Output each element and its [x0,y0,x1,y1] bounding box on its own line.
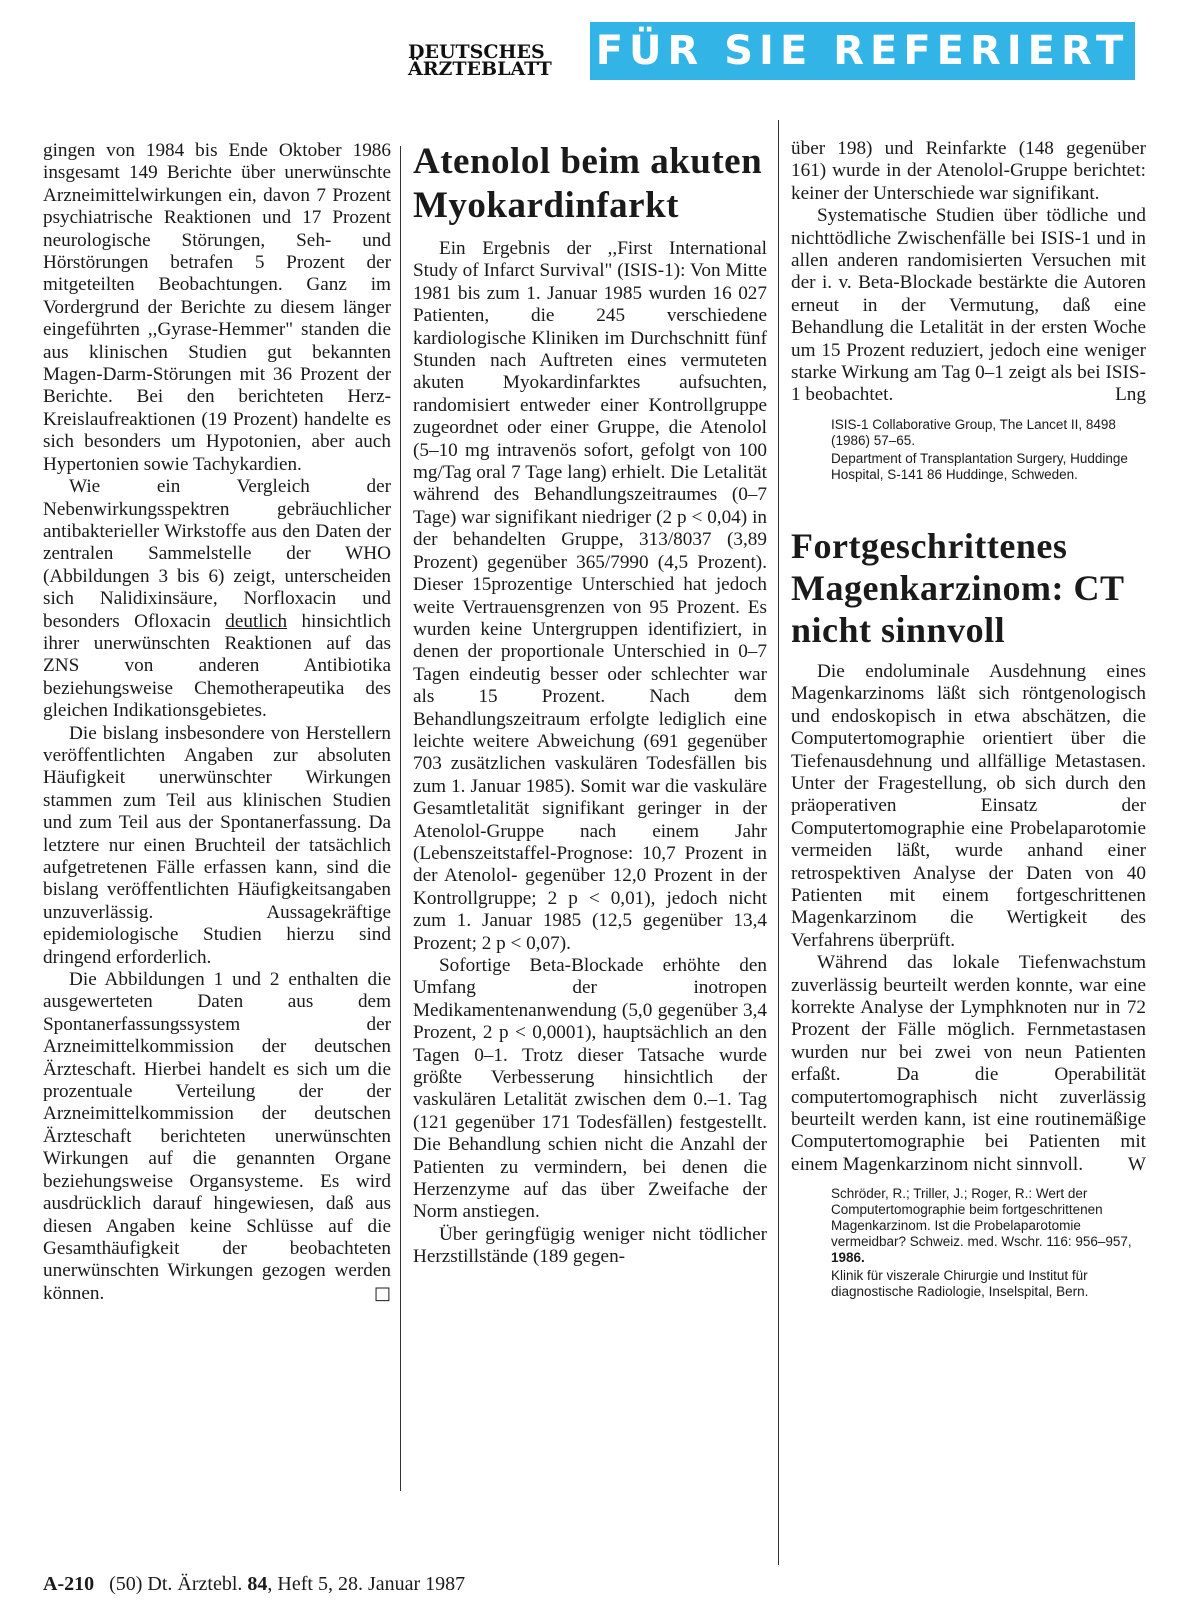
paragraph [791,205,1146,407]
masthead-line-2: ÄRZTEBLATT [408,58,552,80]
paragraph: Die bislang insbesondere von Herstellern veröffentlichten Angaben zur absoluten Häufigkeit unerwünschter Wirkungen stammen zum Teil aus klinischen Studien und zum Teil aus der Spontanerfassung. Da letztere nur einen Bruchteil der tatsächlich aufgetretenen Fälle erfassen kann, sind die bislang veröffentlichten Häufigkeitsangaben unzuverlässig. Aussagekräftige epidemiologische Studien hierzu sind dringend erforderlich. [43,722,391,968]
section-banner: FÜR SIE REFERIERT [590,22,1135,80]
masthead-logo [408,41,580,80]
reference-block [831,1186,1146,1300]
reference-citation [831,1186,1146,1266]
column-3 [791,138,1146,1302]
issue-date: , Heft 5, 28. Januar 1987 [267,1573,466,1595]
author-signature: Lng [1115,384,1146,406]
column-divider-2 [778,120,779,1565]
paragraph: Sofortige Beta-Blockade erhöhte den Umfang der inotropen Medikamentenanwendung (5,0 gegenüber 3,4 Prozent, 2 p < 0,0001), hauptsächlich an den Tagen 0–1. Trotz dieser Tatsache wurde größte Verbesserung hinsichtlich der vaskulären Letalität zwischen dem 0.–1. Tag (121 gegenüber 171 Todesfällen) festgestellt. Die Behandlung schien nicht die Anzahl der Patienten zu vermindern, bei denen die Herzenzyme auf das über Zweifache der Norm anstiegen. [413,955,767,1223]
page-footer [43,1572,465,1596]
article-headline: Atenolol beim akuten Myokardinfarkt [413,141,763,226]
text-run: Während das lokale Tiefenwachstum zuverlässig beurteilt werden konnte, war eine korrekte Analyse der Lymphknoten nur in 72 Prozent der Fälle möglich. Fernmetastasen wurden nur bei zwei von neun Patienten erfaßt. Da die Operabilität computertomographisch nicht zuverlässig beurteilt werden kann, ist eine routinemäßige Computertomographie bei Patienten mit einem Magenkarzinom nicht sinnvoll. [791,952,1146,1175]
paragraph: gingen von 1984 bis Ende Oktober 1986 insgesamt 149 Berichte über unerwünschte Arzneimittelwirkungen ein, davon 7 Prozent psychiatrische Reaktionen und 17 Prozent neurologische Störungen, Seh- und Hörstörungen betrafen 5 Prozent der mitgeteilten Beobachtungen. Ganz im Vordergrund der Berichte zu diesem länger eingeführten ,,Gyrase-Hemmer" standen die aus klinischen Studien gut bekannten Magen-Darm-Störungen mit 36 Prozent der Berichte. Bei den berichteten Herz-Kreislaufreaktionen (19 Prozent) handelte es sich besonders um Hypotonien, aber auch Hypertonien sowie Tachykardien. [43,140,391,475]
page-number: A-210 [43,1573,95,1595]
column-1 [43,140,391,1305]
reference-citation: ISIS-1 Collaborative Group, The Lancet II, 8498 (1986) 57–65. [831,416,1116,448]
paragraph: Die endoluminale Ausdehnung eines Magenkarzinoms läßt sich röntgenologisch und endoskopisch in etwa abschätzen, die Computertomographie orientiert über die Tiefenausdehnung und allfällige Metastasen. Unter der Fragestellung, ob sich durch den präoperativen Einsatz der Computertomographie eine Probelaparotomie vermeiden läßt, wurde anhand einer retrospektiven Analyse der Daten von 40 Patienten mit einem fortgeschrittenen Magenkarzinom die Wertigkeit des Verfahrens überprüft. [791,660,1146,951]
author-signature: W [1127,1153,1146,1175]
reference-address: Klinik für viszerale Chirurgie und Institut für diagnostische Radiologie, Inselspital, Bern. [831,1268,1089,1300]
paragraph: über 198) und Reinfarkte (148 gegenüber 161) wurde in der Atenolol-Gruppe berichtet: keiner der Unterschiede war signifikant. [791,138,1146,204]
underlined-word: deutlich [225,610,288,632]
masthead-line-1: DEUTSCHES [408,41,545,63]
end-mark-icon: □ [373,1282,391,1304]
paragraph: Über geringfügig weniger nicht tödlicher Herzstillstände (189 gegen- [413,1223,767,1268]
text-run: Schröder, R.; Triller, J.; Roger, R.: Wert der Computertomographie beim fortgeschrittenen Magenkarzinom. Ist die Probelaparotomie vermeidbar? Schweiz. med. Wschr. 116: 956–957, [831,1186,1132,1250]
text-run: hinsichtlich ihrer unerwünschten Reaktionen auf das ZNS von anderen Antibiotika beziehungsweise Chemotherapeutika des gleichen Indikationsgebietes. [43,610,391,722]
paragraph [43,476,391,722]
reference-block [831,417,1146,483]
reference-year: 1986. [831,1250,865,1266]
column-2 [413,140,767,1269]
text-run: Die Abbildungen 1 und 2 enthalten die ausgewerteten Daten aus dem Spontanerfassungssystem der Arzneimittelkommission der deutschen Ärzteschaft. Hierbei handelt es sich um die prozentuale Verteilung der der Arzneimittelkommission der deutschen Ärzteschaft berichteten unerwünschten Wirkungen auf die genannten Organe beziehungsweise Organsysteme. Es wird ausdrücklich darauf hingewiesen, daß aus diesen Angaben keine Schlüsse auf die Gesamthäufigkeit der beobachteten unerwünschten Wirkungen gezogen werden können. [43,969,391,1304]
issue-info: (50) Dt. Ärztebl. [109,1573,248,1595]
volume-number: 84 [247,1573,268,1595]
column-divider-1 [400,146,401,1491]
text-run: Systematische Studien über tödliche und nichttödliche Zwischenfälle bei ISIS-1 und in allen anderen randomisierten Versuchen mit der i. v. Beta-Blockade bestärkte die Autoren erneut in der Vermutung, daß eine Behandlung die Letalität in der ersten Woche um 15 Prozent reduziert, jedoch eine weniger starke Wirkung am Tag 0–1 zeigt als bei ISIS-1 beobachtet. [791,205,1146,406]
paragraph [791,952,1146,1176]
text-run: Wie ein Vergleich der Nebenwirkungsspektren gebräuchlicher antibakterieller Wirkstoffe aus den Daten der zentralen Sammelstelle der WHO (Abbildungen 3 bis 6) zeigt, unterscheiden sich Nalidixinsäure, Norfloxacin und besonders Ofloxacin [43,476,391,632]
paragraph: Ein Ergebnis der ,,First International Study of Infarct Survival" (ISIS-1): Von Mitte 1981 bis zum 1. Januar 1985 wurden 16 027 Patienten, die 245 verschiedene kardiologische Kliniken im Durchschnitt fünf Stunden nach Auftreten eines vermuteten akuten Myokardinfarktes aufsuchten, randomisiert entweder einer Kontrollgruppe zugeordnet oder einer Gruppe, die Atenolol (5–10 mg intravenös sofort, gefolgt von 100 mg/Tag oral 7 Tage lang) erhielt. Die Letalität während des Behandlungszeitraumes (0–7 Tage) war signifikant niedriger (2 p < 0,04) in der behandelten Gruppe, 313/8037 (3,89 Prozent) gegenüber 365/7990 (4,5 Prozent). Dieser 15prozentige Unterschied hat jedoch weite Vertrauensgrenzen von 95 Prozent. Es wurden keine Untergruppen identifiziert, in denen der proportionale Unterschied in 0–7 Tagen eindeutig besser oder schlechter war als 15 Prozent. Nach dem Behandlungszeitraum erfolgte lediglich eine leichte weitere Abweichung (691 gegenüber 703 zusätzlichen vaskulären Todesfällen bis zum 1. Januar 1985). Somit war die vaskuläre Gesamtletalität signifikant geringer in der Atenolol-Gruppe nach einem Jahr (Lebenszeitstaffel-Prognose: 10,7 Prozent in der Atenolol- gegenüber 12,0 Prozent in der Kontrollgruppe; 2 p < 0,01), jedoch nicht zum 1. Januar 1985 (12,5 gegenüber 13,4 Prozent; 2 p < 0,07). [413,238,767,954]
reference-address: Department of Transplantation Surgery, Huddinge Hospital, S-141 86 Huddinge, Schweden. [831,450,1128,482]
paragraph [43,969,391,1305]
article-headline: Fortgeschrittenes Magenkarzinom: CT nicht sinnvoll [791,525,1124,650]
